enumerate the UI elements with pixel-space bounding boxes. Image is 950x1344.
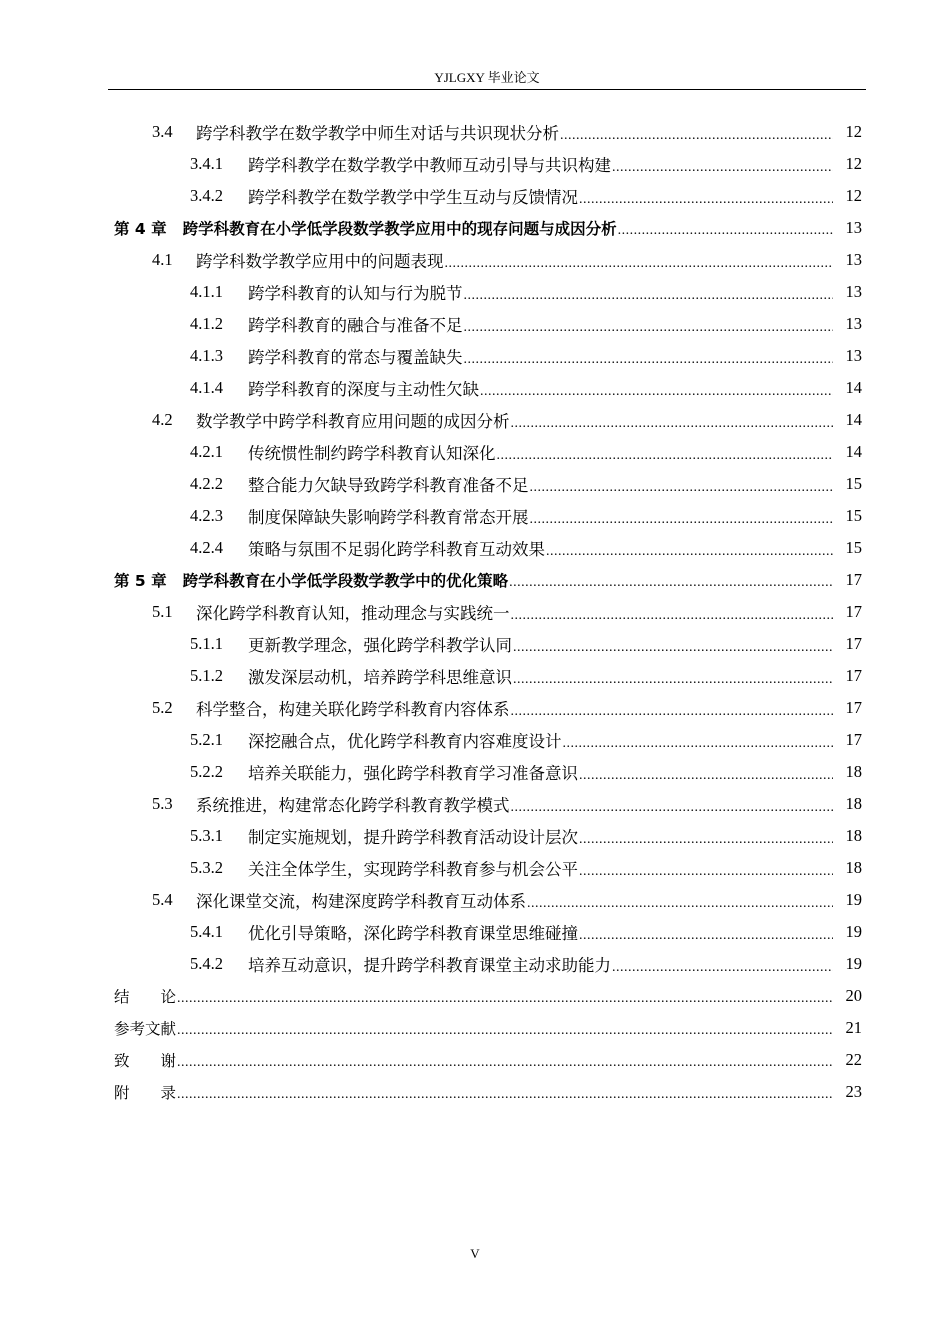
- toc-entry-number: 3.4: [152, 122, 173, 141]
- toc-chapter-entry[interactable]: [0, 212, 950, 244]
- toc-dot-leader: [618, 220, 833, 238]
- toc-entry-number: 5.2.1: [190, 730, 223, 749]
- toc-entry-number: 4.1.4: [190, 378, 223, 397]
- toc-entry[interactable]: [0, 820, 950, 852]
- toc-entry-number: 4.2.1: [190, 442, 223, 461]
- toc-entry-page: 19: [845, 954, 862, 973]
- toc-entry-page: 13: [845, 282, 862, 301]
- toc-dot-leader: [579, 764, 833, 782]
- toc-dot-leader: [445, 252, 834, 270]
- toc-entry-title: 更新教学理念，强化跨学科教学认同: [248, 636, 512, 655]
- toc-entry-page: 13: [845, 218, 862, 237]
- toc-entry-title: 培养互动意识，提升跨学科教育课堂主动求助能力: [248, 956, 611, 975]
- toc-entry-title: 跨学科教学在数学教学中师生对话与共识现状分析: [196, 124, 559, 143]
- toc-entry-title: 跨学科教育的深度与主动性欠缺: [248, 380, 479, 399]
- toc-entry-number: 4.1.1: [190, 282, 223, 301]
- toc-entry-page: 17: [845, 634, 862, 653]
- toc-entry-page: 12: [845, 186, 862, 205]
- toc-dot-leader: [511, 796, 834, 814]
- toc-entry-title: 跨学科教学在数学教学中教师互动引导与共识构建: [248, 156, 611, 175]
- toc-dot-leader: [177, 1020, 833, 1038]
- toc-dot-leader: [563, 732, 834, 750]
- toc-entry[interactable]: [0, 180, 950, 212]
- toc-dot-leader: [177, 988, 833, 1006]
- toc-entry-title: 整合能力欠缺导致跨学科教育准备不足: [248, 476, 529, 495]
- toc-dot-leader: [177, 1052, 833, 1070]
- toc-entry-title: 结 论: [114, 988, 177, 1006]
- toc-entry-page: 19: [845, 922, 862, 941]
- toc-entry[interactable]: [0, 628, 950, 660]
- toc-entry-page: 14: [845, 442, 862, 461]
- toc-backmatter-entry[interactable]: [0, 980, 950, 1012]
- toc-entry[interactable]: [0, 532, 950, 564]
- toc-entry[interactable]: [0, 148, 950, 180]
- toc-entry[interactable]: [0, 276, 950, 308]
- toc-entry[interactable]: [0, 436, 950, 468]
- toc-dot-leader: [527, 892, 833, 910]
- toc-entry[interactable]: [0, 852, 950, 884]
- toc-dot-leader: [511, 700, 834, 718]
- toc-dot-leader: [513, 636, 833, 654]
- header-rule: [108, 89, 866, 90]
- toc-entry-title: 跨学科教育在小学低学段数学教学应用中的现存问题与成因分析: [182, 220, 617, 238]
- toc-entry[interactable]: [0, 916, 950, 948]
- toc-backmatter-entry[interactable]: [0, 1012, 950, 1044]
- toc-entry-title: 数学教学中跨学科教育应用问题的成因分析: [196, 412, 510, 431]
- toc-entry-number: 第 4 章: [114, 220, 167, 238]
- toc-entry[interactable]: [0, 692, 950, 724]
- toc-dot-leader: [511, 604, 834, 622]
- toc-entry[interactable]: [0, 340, 950, 372]
- toc-entry-title: 制度保障缺失影响跨学科教育常态开展: [248, 508, 529, 527]
- toc-entry-page: 14: [845, 410, 862, 429]
- page-number: V: [470, 1246, 480, 1261]
- toc-entry-number: 5.2: [152, 698, 173, 717]
- toc-entry-number: 5.1: [152, 602, 173, 621]
- toc-entry-page: 18: [845, 794, 862, 813]
- toc-entry-number: 4.2: [152, 410, 173, 429]
- toc-entry-title: 跨学科教育在小学低学段数学教学中的优化策略: [182, 572, 509, 590]
- toc-entry-page: 15: [845, 474, 862, 493]
- toc-entry[interactable]: [0, 756, 950, 788]
- toc-dot-leader: [579, 828, 833, 846]
- toc-entry-title: 策略与氛围不足弱化跨学科教育互动效果: [248, 540, 545, 559]
- toc-entry-title: 致 谢: [114, 1052, 177, 1070]
- toc-dot-leader: [464, 348, 834, 366]
- toc-entry-title: 深化课堂交流，构建深度跨学科教育互动体系: [196, 892, 526, 911]
- toc-entry-number: 5.4: [152, 890, 173, 909]
- toc-entry-number: 4.1.2: [190, 314, 223, 333]
- toc-entry-title: 制定实施规划，提升跨学科教育活动设计层次: [248, 828, 578, 847]
- toc-entry-title: 跨学科教育的融合与准备不足: [248, 316, 463, 335]
- toc-entry[interactable]: [0, 372, 950, 404]
- toc-entry-page: 13: [845, 314, 862, 333]
- toc-dot-leader: [612, 956, 833, 974]
- toc-entry-page: 21: [845, 1018, 862, 1037]
- toc-entry-number: 5.4.2: [190, 954, 223, 973]
- toc-entry[interactable]: [0, 116, 950, 148]
- toc-entry-page: 19: [845, 890, 862, 909]
- toc-entry-title: 激发深层动机，培养跨学科思维意识: [248, 668, 512, 687]
- toc-entry-page: 18: [845, 858, 862, 877]
- toc-dot-leader: [464, 316, 834, 334]
- toc-backmatter-entry[interactable]: [0, 1044, 950, 1076]
- toc-entry[interactable]: [0, 404, 950, 436]
- toc-entry[interactable]: [0, 500, 950, 532]
- toc-entry-number: 4.2.3: [190, 506, 223, 525]
- toc-dot-leader: [177, 1084, 833, 1102]
- toc-entry[interactable]: [0, 788, 950, 820]
- toc-entry-title: 附 录: [114, 1084, 177, 1102]
- toc-dot-leader: [480, 380, 833, 398]
- toc-entry-title: 跨学科教育的常态与覆盖缺失: [248, 348, 463, 367]
- toc-entry-title: 跨学科教学在数学教学中学生互动与反馈情况: [248, 188, 578, 207]
- toc-dot-leader: [464, 284, 834, 302]
- toc-entry-title: 参考文献: [114, 1020, 177, 1038]
- toc-entry-page: 17: [845, 698, 862, 717]
- toc-entry-number: 5.2.2: [190, 762, 223, 781]
- toc-entry-page: 23: [845, 1082, 862, 1101]
- toc-backmatter-entry[interactable]: [0, 1076, 950, 1108]
- toc-entry-title: 跨学科数学教学应用中的问题表现: [196, 252, 444, 271]
- toc-entry-title: 深挖融合点，优化跨学科教育内容难度设计: [248, 732, 562, 751]
- toc-entry-page: 12: [845, 154, 862, 173]
- toc-entry-title: 系统推进，构建常态化跨学科教育教学模式: [196, 796, 510, 815]
- toc-entry-page: 17: [845, 602, 862, 621]
- toc-dot-leader: [497, 444, 834, 462]
- toc-entry-page: 15: [845, 506, 862, 525]
- toc-entry[interactable]: [0, 660, 950, 692]
- toc-entry-page: 18: [845, 826, 862, 845]
- toc-entry-number: 3.4.2: [190, 186, 223, 205]
- toc-entry-title: 传统惯性制约跨学科教育认知深化: [248, 444, 496, 463]
- toc-entry-title: 科学整合，构建关联化跨学科教育内容体系: [196, 700, 510, 719]
- toc-dot-leader: [579, 188, 833, 206]
- toc-entry-page: 17: [845, 570, 862, 589]
- toc-dot-leader: [560, 124, 833, 142]
- toc-dot-leader: [513, 668, 833, 686]
- toc-entry-number: 5.4.1: [190, 922, 223, 941]
- toc-dot-leader: [509, 572, 833, 590]
- toc-entry-page: 14: [845, 378, 862, 397]
- toc-entry-title: 跨学科教育的认知与行为脱节: [248, 284, 463, 303]
- toc-entry-page: 15: [845, 538, 862, 557]
- toc-entry-number: 4.2.4: [190, 538, 223, 557]
- toc-entry-title: 深化跨学科教育认知，推动理念与实践统一: [196, 604, 510, 623]
- toc-entry-number: 3.4.1: [190, 154, 223, 173]
- toc-entry[interactable]: [0, 724, 950, 756]
- toc-entry-page: 20: [845, 986, 862, 1005]
- toc-entry[interactable]: [0, 596, 950, 628]
- toc-entry[interactable]: [0, 468, 950, 500]
- toc-entry-page: 17: [845, 666, 862, 685]
- toc-entry-number: 4.2.2: [190, 474, 223, 493]
- toc-dot-leader: [546, 540, 833, 558]
- toc-entry-number: 第 5 章: [114, 572, 167, 590]
- toc-entry-page: 22: [845, 1050, 862, 1069]
- toc-dot-leader: [612, 156, 833, 174]
- page-header: YJLGXY 毕业论文: [434, 70, 540, 85]
- toc-entry[interactable]: [0, 884, 950, 916]
- toc-dot-leader: [579, 924, 833, 942]
- toc-entry[interactable]: [0, 244, 950, 276]
- toc-dot-leader: [579, 860, 833, 878]
- toc-entry-page: 17: [845, 730, 862, 749]
- toc-entry-page: 18: [845, 762, 862, 781]
- toc-entry-number: 5.3.1: [190, 826, 223, 845]
- toc-entry-number: 5.3.2: [190, 858, 223, 877]
- toc-entry-page: 13: [845, 250, 862, 269]
- toc-entry-title: 优化引导策略，深化跨学科教育课堂思维碰撞: [248, 924, 578, 943]
- toc-chapter-entry[interactable]: [0, 564, 950, 596]
- toc-dot-leader: [511, 412, 834, 430]
- toc-entry-title: 关注全体学生，实现跨学科教育参与机会公平: [248, 860, 578, 879]
- toc-entry-number: 4.1: [152, 250, 173, 269]
- table-of-contents: [0, 116, 950, 1108]
- toc-entry-number: 5.1.2: [190, 666, 223, 685]
- toc-entry-page: 12: [845, 122, 862, 141]
- toc-dot-leader: [530, 476, 834, 494]
- toc-dot-leader: [530, 508, 834, 526]
- toc-entry[interactable]: [0, 308, 950, 340]
- toc-entry-page: 13: [845, 346, 862, 365]
- toc-entry-title: 培养关联能力，强化跨学科教育学习准备意识: [248, 764, 578, 783]
- toc-entry-number: 5.1.1: [190, 634, 223, 653]
- toc-entry[interactable]: [0, 948, 950, 980]
- toc-entry-number: 4.1.3: [190, 346, 223, 365]
- toc-entry-number: 5.3: [152, 794, 173, 813]
